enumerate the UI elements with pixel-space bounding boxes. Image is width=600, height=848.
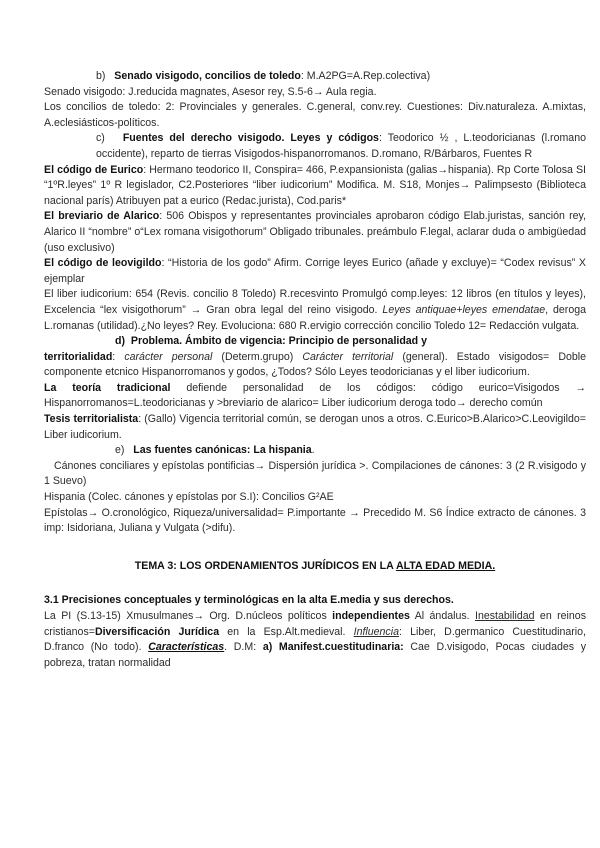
section-d bbox=[44, 334, 586, 350]
body-text: (general). Estado visigodos= Doble componente etcnico Hispanorromanos y godos, ¿Todos? Sólo Leyes teodoricianas y el liber iudicorium. bbox=[44, 350, 586, 379]
body-text: : (Gallo) Vigencia territorial común, se derogan unos a otros. C.Eurico>B.Alarico>C.Leovigildo= Liber iudicorium. bbox=[44, 413, 586, 441]
body-text: : 506 Obispos y representantes provinciales aprobaron código Elab.juristas, sanción rey, Alarico II “nombre” o“Lex romana visigothorum” Obligado tribunales. preámbulo F.legal, aclarar duda o ambigüedad (uso exclusivo) bbox=[44, 210, 586, 254]
list-marker: e) bbox=[115, 444, 125, 457]
list-marker: d) bbox=[115, 335, 125, 348]
paragraph-tesis bbox=[44, 412, 586, 443]
paragraph: Senado visigodo: J.reducida magnates, Asesor rey, S.5-6→ Aula regia. bbox=[44, 85, 377, 98]
paragraph-heading: El código de Eurico bbox=[44, 163, 144, 176]
section-c bbox=[44, 131, 586, 162]
section-heading: Problema. Ámbito de vigencia: Principio de personalidad y bbox=[130, 335, 427, 348]
body-text: , deroga L.romanas (utilidad).¿No leyes? Rey. Evoluciona: 680 R.ervigio corrección concilio Toledo 12= Redacción vulgata. bbox=[44, 303, 587, 332]
body-text: : M.A2PG=A.Rep.colectiva) bbox=[300, 70, 431, 82]
paragraph-pi: La PI (S.13-15) Xmusulmanes→ Org. D.núcleos políticos independientes Al ándalus. Inestabilidad en reinos cristianos=Diversificación Jurídica en la Esp.Alt.medieval. Influencia: Liber, D.germanico Cuestitudinario, D.franco (No todo). Características. D.M: a) Manifest.cuestitudinaria: Cae D.visigodo, Pocas ciudades y pobreza, tratan normalidad bbox=[44, 610, 587, 669]
italic-text: Carácter territorial bbox=[302, 350, 394, 363]
section-heading: Las fuentes canónicas: La hispania bbox=[133, 444, 312, 457]
paragraph: Epístolas→ O.cronológico, Riqueza/universalidad= P.importante → Precedido M. S6 Índice extracto de cánones. 3 imp: Isidoriana, Juliana y Vulgata (>difu). bbox=[44, 506, 586, 535]
paragraph-leovigildo bbox=[44, 256, 586, 287]
paragraph-heading: El breviario de Alarico bbox=[44, 210, 160, 223]
section-heading: Fuentes del derecho visigodo. Leyes y códigos bbox=[122, 132, 379, 145]
paragraph-breviario bbox=[44, 209, 586, 256]
paragraph-territorialidad: territorialidad: carácter personal (Determ.grupo) Carácter territorial (general). Estado visigodos= Doble componente etcnico Hispanorromanos y godos, ¿Todos? Sólo Leyes teodoricianas y el liber iudicorium. bbox=[44, 350, 586, 379]
paragraph-heading: Tesis territorialista bbox=[44, 413, 139, 426]
italic-text: carácter personal bbox=[124, 350, 213, 363]
paragraph-teoria bbox=[44, 381, 586, 412]
body-text: : “Historia de los godo” Afirm. Corrige leyes Eurico (añade y excluye)= “Codex revisus” X ejemplar bbox=[44, 257, 586, 285]
body-text: : Hermano teodorico II, Conspira= 466, P.expansionista (galias→hispania). Rp Corte Tolosa SI “1ºR.leyes” 1º R legislador, C2.Posteriores “liber iudicorium” Modifica. M. S18, Monjes→ Palimpsesto (Biblioteca nacional parís) Atribuyen pat a eurico (Redac.jurista), Cod.paris* bbox=[44, 163, 586, 207]
subsection-heading: 3.1 Precisiones conceptuales y terminológicas en la alta E.media y sus derechos. bbox=[44, 594, 454, 607]
body-text: : Teodorico ½ , L.teodoricianas (l.romano occidente), reparto de tierras Visigodos-hispanorromanos. D.romano, R/Bárbaros, Fuentes R bbox=[96, 132, 586, 160]
italic-text: Leyes antiquae+leyes emendatae bbox=[382, 303, 546, 316]
paragraph: Hispania (Colec. cánones y epístolas por S.I): Concilios G²AE bbox=[44, 491, 334, 504]
body-text: El liber iudicorium: 654 (Revis. concilio 8 Toledo) R.recesvinto Promulgó comp.leyes: 12 libros (en títulos y leyes), Excelencia “lex visigothorum” → Gran obra legal del reino visigodo. bbox=[44, 288, 586, 316]
paragraph: Los concilios de toledo: 2: Provinciales y generales. C.general, conv.rey. Cuestiones: Div.naturaleza. A.mixtas, A.eclesiásticos-políticos. bbox=[44, 101, 586, 129]
paragraph-liber bbox=[44, 287, 586, 334]
paragraph-heading: El código de leovigildo bbox=[44, 257, 162, 270]
section-heading: Senado visigodo, concilios de toledo bbox=[114, 70, 301, 82]
paragraph-heading: La teoría tradicional bbox=[44, 381, 171, 394]
section-e: e) Las fuentes canónicas: La hispania. bbox=[115, 444, 315, 457]
paragraph: Cánones conciliares y epístolas pontificias→ Dispersión jurídica >. Compilaciones de cánones: 3 (2 R.visigodo y 1 Suevo) bbox=[44, 459, 586, 488]
list-marker: c) bbox=[96, 132, 105, 145]
section-heading-cont: territorialidad bbox=[44, 350, 113, 363]
chapter-title: TEMA 3: LOS ORDENAMIENTOS JURÍDICOS EN LA ALTA EDAD MEDIA. bbox=[134, 559, 496, 572]
paragraph-eurico bbox=[44, 163, 586, 210]
body-text: defiende personalidad de los códigos: código eurico=Visigodos → Hispanorromanos=L.teodoricianas y >breviario de alarico= Liber iudicorium deroga todo→ derecho común bbox=[44, 381, 586, 410]
section-b bbox=[44, 69, 586, 85]
list-marker: b) bbox=[96, 70, 106, 82]
